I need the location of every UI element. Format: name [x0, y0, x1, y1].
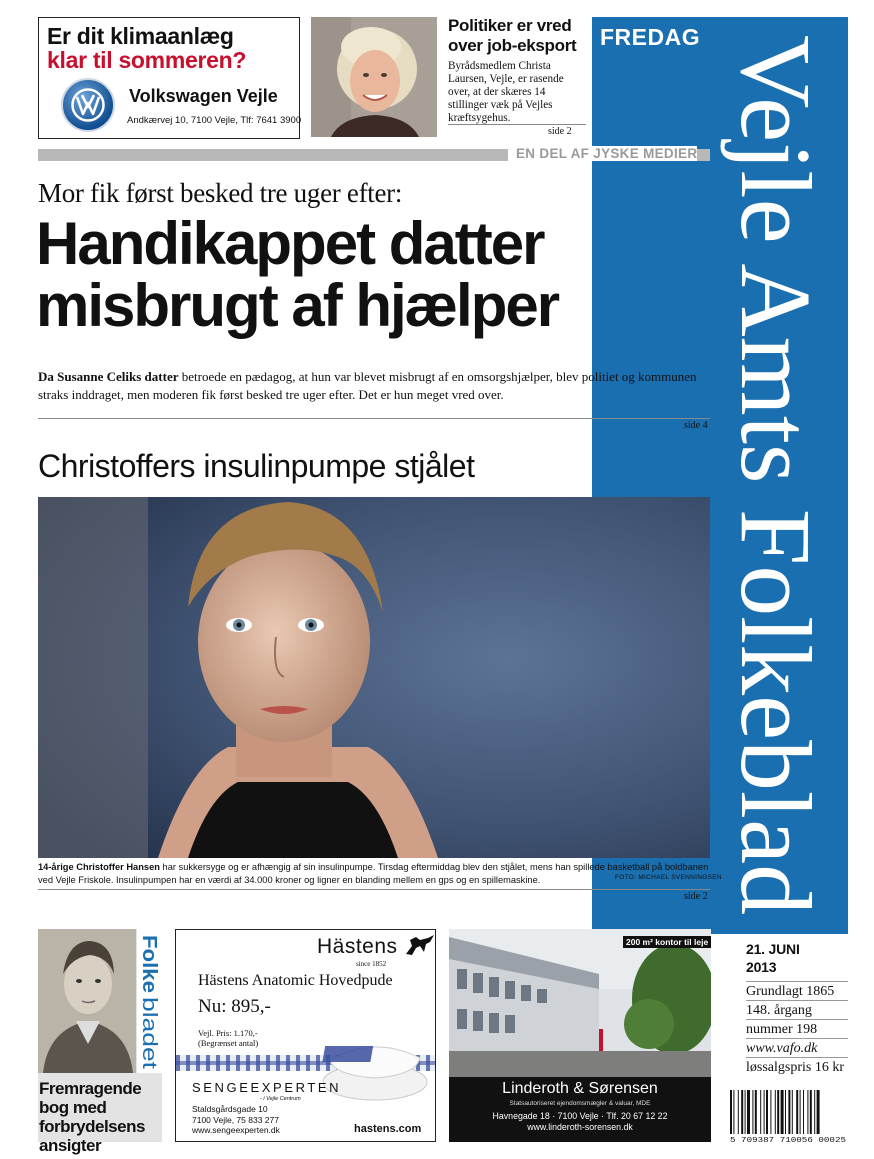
website-line[interactable]: www.vafo.dk — [746, 1038, 848, 1057]
hastens-price: Nu: 895,- — [198, 996, 271, 1017]
number-line: nummer 198 — [746, 1019, 848, 1038]
horse-icon — [404, 934, 436, 956]
divider — [38, 418, 710, 419]
lead-headline-line-2: misbrugt af hjælper — [36, 272, 559, 339]
hastens-reg-price: Vejl. Pris: 1.170,- — [198, 1028, 258, 1038]
politician-headline[interactable]: Politiker er vred over job-eksport — [448, 16, 577, 55]
office-building-photo — [449, 929, 711, 1077]
hastens-price-note — [198, 1028, 258, 1048]
agency-address — [449, 1111, 711, 1133]
barcode-icon — [728, 1088, 848, 1144]
store-name: SENGEEXPERTEN — [192, 1080, 342, 1095]
issue-date-day: 21. JUNI — [746, 941, 800, 957]
vw-dealer-address: Andkærvej 10, 7100 Vejle, Tlf: 7641 3900 — [127, 115, 302, 126]
masthead-title: Vejle Amts Folkeblad — [720, 35, 832, 911]
lead-summary-bold: Da Susanne Celiks datter — [38, 369, 179, 384]
hastens-logo-text: Hästens — [317, 935, 398, 958]
caption-text: har sukkersyge og er afhængig af sin insulinpumpe. Tirsdag eftermiddag blev den stjålet, mens han spillede basketball på boldbanen ved Vejle Friskole. Insulinpumpen har en værdi af 34.000 kroner og ligner en blanding mellem en gps og en spillemaskine. — [38, 862, 709, 885]
hastens-logo — [317, 934, 436, 959]
vw-advertisement[interactable] — [38, 17, 300, 139]
lead-kicker: Mor fik først besked tre uger efter: — [38, 178, 403, 208]
issue-date — [746, 940, 800, 976]
politician-page-ref: side 2 — [548, 126, 572, 137]
vw-ad-headline-2: klar til sommeren? — [47, 47, 247, 73]
photo-caption — [38, 861, 710, 886]
store-website[interactable]: www.sengeexperten.dk — [192, 1125, 280, 1135]
book-promo-title[interactable]: Fremragende bog med forbrydelsens ansigter — [39, 1079, 145, 1155]
store-address-1: Staldsgårdsgade 10 — [192, 1104, 268, 1114]
vw-dealer-name: Volkswagen Vejle — [129, 86, 278, 106]
caption-bold: 14-årige Christoffer Hansen — [38, 862, 160, 872]
lead-page-ref: side 4 — [684, 420, 708, 431]
issue-date-year: 2013 — [746, 959, 777, 975]
lead-headline[interactable] — [36, 210, 716, 339]
agency-website[interactable]: www.linderoth-sorensen.dk — [527, 1122, 633, 1132]
book-brand-logo — [137, 929, 162, 1073]
founded-line: Grundlagt 1865 — [746, 981, 848, 1000]
volume-line: 148. årgang — [746, 1000, 848, 1019]
store-address-2: 7100 Vejle, 75 833 277 — [192, 1114, 279, 1125]
vw-logo-icon — [61, 78, 115, 132]
office-rent-badge: 200 m² kontor til leje — [623, 936, 711, 948]
book-cover-photo — [38, 929, 136, 1073]
lead-headline-line-1: Handikappet datter — [36, 210, 544, 277]
hastens-limited: (Begrænset antal) — [198, 1038, 259, 1048]
photo-credit: FOTO: MICHAEL SVENNINGSEN — [615, 874, 722, 881]
barcode-number: 5 709387 710056 00025 — [730, 1137, 847, 1144]
politician-photo[interactable] — [311, 17, 437, 137]
story2-headline[interactable]: Christoffers insulinpumpe stjålet — [38, 448, 475, 484]
agency-subtitle: Statsautoriseret ejendomsmægler & valuar, MDE — [509, 1100, 651, 1107]
boy-portrait-photo[interactable] — [38, 497, 710, 858]
agency-street: Havnegade 18 · 7100 Vejle · Tlf. 20 67 12 22 — [492, 1111, 668, 1121]
price-line: løssalgspris 16 kr — [746, 1057, 848, 1076]
hastens-since: since 1852 — [356, 960, 387, 968]
divider — [38, 889, 710, 890]
agency-name: Linderoth & Sørensen — [502, 1080, 658, 1097]
divider — [448, 124, 586, 125]
lead-summary-text: betroede en pædagog, at hun var blevet misbrugt af en omsorgshjælper, blev politiet og kommunen straks inddraget, men moderen fik først besked tre uger efter. Det er hun meget vred over. — [38, 369, 697, 402]
issue-details — [746, 981, 848, 1076]
story2-page-ref: side 2 — [684, 891, 708, 902]
hastens-url[interactable]: hastens.com — [354, 1123, 422, 1135]
politician-summary: Byrådsmedlem Christa Laursen, Vejle, er rasende over, at der skæres 14 stillinger væk på Vejles kræftsygehus. — [448, 60, 564, 124]
store-subtitle: - i Vejle Centrum — [260, 1096, 301, 1102]
section-label: EN DEL AF JYSKE MEDIER — [508, 146, 697, 161]
hastens-product-name: Hästens Anatomic Hovedpude — [198, 972, 393, 989]
book-brand-part-2: bladet — [138, 997, 160, 1052]
store-address — [192, 1104, 280, 1136]
vw-ad-headline-1: Er dit klimaanlæg — [47, 23, 234, 49]
book-brand-part-1: Folke — [138, 935, 160, 988]
lead-summary — [38, 368, 710, 404]
weekday-label: FREDAG — [600, 24, 701, 50]
